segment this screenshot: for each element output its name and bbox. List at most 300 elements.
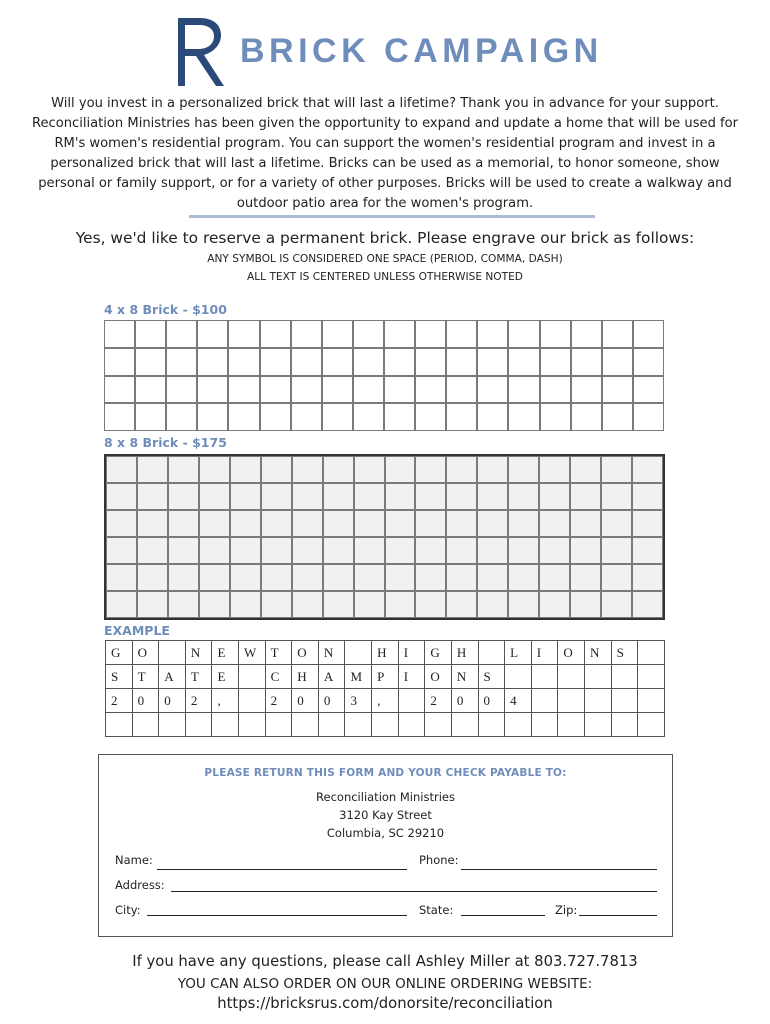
- brick-character-box[interactable]: [261, 510, 292, 537]
- brick-character-box[interactable]: [446, 376, 477, 404]
- example-character-box: [584, 689, 611, 713]
- brick-character-box[interactable]: [446, 403, 477, 431]
- brick-character-box[interactable]: [260, 376, 291, 404]
- brick-character-box[interactable]: [601, 456, 632, 483]
- example-character-box: [638, 665, 665, 689]
- brick-character-box[interactable]: [477, 483, 508, 510]
- example-character-box: T: [132, 665, 159, 689]
- zip-field[interactable]: [579, 915, 657, 916]
- brick-character-box[interactable]: [477, 564, 508, 591]
- brick-character-box[interactable]: [292, 510, 323, 537]
- example-character-box: 3: [345, 689, 372, 713]
- brick-character-box[interactable]: [260, 348, 291, 376]
- brick-character-box[interactable]: [230, 564, 261, 591]
- example-character-box: [478, 641, 505, 665]
- brick-character-box[interactable]: [135, 376, 166, 404]
- brick-character-box[interactable]: [166, 376, 197, 404]
- brick-character-box[interactable]: [261, 537, 292, 564]
- brick-character-box[interactable]: [354, 456, 385, 483]
- brick-character-box[interactable]: [477, 510, 508, 537]
- brick-character-box[interactable]: [508, 537, 539, 564]
- brick-4x8-grid: [104, 320, 664, 431]
- brick-character-box[interactable]: [322, 320, 353, 348]
- brick-character-box[interactable]: [540, 376, 571, 404]
- brick-character-box[interactable]: [632, 564, 663, 591]
- brick-character-box[interactable]: [197, 403, 228, 431]
- example-character-box: H: [451, 641, 478, 665]
- example-character-box: S: [106, 665, 133, 689]
- example-character-box: H: [292, 665, 319, 689]
- brick-character-box[interactable]: [354, 483, 385, 510]
- online-order-line: YOU CAN ALSO ORDER ON OUR ONLINE ORDERING WEBSITE:: [177, 976, 593, 992]
- brick-character-box[interactable]: [540, 348, 571, 376]
- brick-character-box[interactable]: [199, 537, 230, 564]
- intro-paragraph: [8, 94, 762, 214]
- brick-character-box[interactable]: [137, 591, 168, 618]
- brick-character-box[interactable]: [261, 456, 292, 483]
- brick-character-box[interactable]: [166, 348, 197, 376]
- brick-character-box[interactable]: [384, 376, 415, 404]
- brick-character-box[interactable]: [508, 348, 539, 376]
- intro-line: Will you invest in a personalized brick that will last a lifetime? Thank you in advance for your support.: [51, 96, 719, 111]
- brick-character-box[interactable]: [106, 456, 137, 483]
- example-character-box: A: [318, 665, 345, 689]
- example-character-box: 0: [451, 689, 478, 713]
- example-character-box: I: [398, 641, 425, 665]
- brick-character-box[interactable]: [260, 320, 291, 348]
- example-character-box: C: [265, 665, 292, 689]
- brick-character-box[interactable]: [570, 483, 601, 510]
- example-character-box: [478, 713, 505, 737]
- brick-character-box[interactable]: [135, 403, 166, 431]
- brick-character-box[interactable]: [168, 564, 199, 591]
- brick-character-box[interactable]: [292, 483, 323, 510]
- brick-character-box[interactable]: [602, 403, 633, 431]
- brick-character-box[interactable]: [477, 348, 508, 376]
- brick-character-box[interactable]: [570, 564, 601, 591]
- brick-character-box[interactable]: [199, 483, 230, 510]
- brick-character-box[interactable]: [137, 537, 168, 564]
- example-character-box: [584, 665, 611, 689]
- brick-character-box[interactable]: [135, 348, 166, 376]
- example-character-box: L: [505, 641, 532, 665]
- example-character-box: E: [212, 665, 239, 689]
- example-character-box: N: [451, 665, 478, 689]
- symbol-note: ANY SYMBOL IS CONSIDERED ONE SPACE (PERIOD, COMMA, DASH): [207, 253, 563, 265]
- example-character-box: [345, 641, 372, 665]
- example-character-box: [318, 713, 345, 737]
- brick-character-box[interactable]: [106, 564, 137, 591]
- brick-character-box[interactable]: [106, 510, 137, 537]
- brick-character-box[interactable]: [601, 483, 632, 510]
- brick-character-box[interactable]: [353, 320, 384, 348]
- example-character-box: N: [318, 641, 345, 665]
- brick-character-box[interactable]: [601, 537, 632, 564]
- brick-character-box[interactable]: [230, 537, 261, 564]
- brick-character-box[interactable]: [199, 456, 230, 483]
- example-character-box: T: [265, 641, 292, 665]
- example-row: [106, 713, 665, 737]
- example-character-box: [558, 713, 585, 737]
- brick-character-box[interactable]: [633, 403, 664, 431]
- intro-line: RM's women's residential program. You can support the women's residential program and invest in a: [54, 136, 716, 151]
- brick-character-box[interactable]: [602, 320, 633, 348]
- zip-label: Zip:: [555, 903, 578, 917]
- brick-character-box[interactable]: [137, 456, 168, 483]
- brick-character-box[interactable]: [446, 510, 477, 537]
- brick-character-box[interactable]: [508, 456, 539, 483]
- brick-character-box[interactable]: [353, 348, 384, 376]
- brick-character-box[interactable]: [354, 537, 385, 564]
- brick-character-box[interactable]: [322, 403, 353, 431]
- brick-character-box[interactable]: [230, 510, 261, 537]
- example-character-box: G: [106, 641, 133, 665]
- state-field[interactable]: [461, 915, 545, 916]
- brick-8x8-label: 8 x 8 Brick - $175: [104, 435, 227, 450]
- centered-note: ALL TEXT IS CENTERED UNLESS OTHERWISE NOTED: [247, 271, 523, 283]
- brick-character-box[interactable]: [354, 510, 385, 537]
- brick-character-box[interactable]: [539, 483, 570, 510]
- example-character-box: [159, 713, 186, 737]
- brick-character-box[interactable]: [106, 483, 137, 510]
- brick-character-box[interactable]: [104, 376, 135, 404]
- example-character-box: [584, 713, 611, 737]
- brick-character-box[interactable]: [230, 456, 261, 483]
- brick-character-box[interactable]: [230, 591, 261, 618]
- example-character-box: 2: [265, 689, 292, 713]
- brick-character-box[interactable]: [633, 320, 664, 348]
- brick-character-box[interactable]: [292, 456, 323, 483]
- brick-character-box[interactable]: [633, 348, 664, 376]
- brick-character-box[interactable]: [571, 348, 602, 376]
- example-character-box: 0: [132, 689, 159, 713]
- brick-character-box[interactable]: [104, 320, 135, 348]
- example-character-box: W: [239, 641, 266, 665]
- brick-character-box[interactable]: [632, 483, 663, 510]
- example-character-box: 0: [159, 689, 186, 713]
- example-character-box: I: [531, 641, 558, 665]
- brick-character-box[interactable]: [385, 591, 416, 618]
- brick-character-box[interactable]: [137, 483, 168, 510]
- brick-character-box[interactable]: [168, 537, 199, 564]
- brick-character-box[interactable]: [601, 564, 632, 591]
- example-character-box: [558, 665, 585, 689]
- brick-character-box[interactable]: [385, 456, 416, 483]
- example-character-box: I: [398, 665, 425, 689]
- brick-character-box[interactable]: [292, 591, 323, 618]
- brick-character-box[interactable]: [385, 564, 416, 591]
- brick-character-box[interactable]: [291, 376, 322, 404]
- example-character-box: [185, 713, 212, 737]
- example-character-box: M: [345, 665, 372, 689]
- brick-character-box[interactable]: [197, 376, 228, 404]
- brick-character-box[interactable]: [354, 591, 385, 618]
- example-character-box: [638, 641, 665, 665]
- brick-character-box[interactable]: [632, 537, 663, 564]
- brick-character-box[interactable]: [137, 510, 168, 537]
- brick-character-box[interactable]: [602, 376, 633, 404]
- brick-character-box[interactable]: [633, 376, 664, 404]
- brick-character-box[interactable]: [261, 591, 292, 618]
- brick-character-box[interactable]: [384, 320, 415, 348]
- brick-character-box[interactable]: [260, 403, 291, 431]
- brick-character-box[interactable]: [322, 376, 353, 404]
- brick-character-box[interactable]: [477, 591, 508, 618]
- example-character-box: N: [185, 641, 212, 665]
- phone-label: Phone:: [419, 853, 459, 867]
- divider: [189, 215, 595, 218]
- brick-character-box[interactable]: [384, 403, 415, 431]
- example-character-box: [531, 713, 558, 737]
- brick-character-box[interactable]: [385, 537, 416, 564]
- example-character-box: G: [425, 641, 452, 665]
- intro-line: personalized brick that will last a lifetime. Bricks can be used as a memorial, to honor someone, show: [50, 156, 720, 171]
- reserve-heading: Yes, we'd like to reserve a permanent brick. Please engrave our brick as follows:: [75, 229, 695, 247]
- brick-character-box[interactable]: [508, 403, 539, 431]
- example-character-box: [159, 641, 186, 665]
- brick-character-box[interactable]: [508, 483, 539, 510]
- brick-character-box[interactable]: [508, 564, 539, 591]
- brick-character-box[interactable]: [385, 483, 416, 510]
- brick-character-box[interactable]: [323, 510, 354, 537]
- brick-character-box[interactable]: [292, 564, 323, 591]
- example-grid: [105, 640, 665, 737]
- brick-character-box[interactable]: [539, 510, 570, 537]
- brick-character-box[interactable]: [632, 591, 663, 618]
- brick-4x8-label: 4 x 8 Brick - $100: [104, 302, 227, 317]
- example-character-box: [239, 713, 266, 737]
- brick-character-box[interactable]: [168, 456, 199, 483]
- brick-character-box[interactable]: [415, 403, 446, 431]
- brick-character-box[interactable]: [135, 320, 166, 348]
- state-label: State:: [419, 903, 454, 917]
- org-name: Reconciliation Ministries: [316, 790, 455, 804]
- brick-8x8-grid: [104, 454, 665, 620]
- example-character-box: 0: [318, 689, 345, 713]
- example-character-box: [398, 689, 425, 713]
- city-label: City:: [115, 903, 141, 917]
- brick-character-box[interactable]: [168, 510, 199, 537]
- brick-character-box[interactable]: [539, 564, 570, 591]
- example-character-box: [239, 689, 266, 713]
- example-character-box: 2: [185, 689, 212, 713]
- brick-character-box[interactable]: [570, 456, 601, 483]
- example-character-box: O: [132, 641, 159, 665]
- example-character-box: O: [558, 641, 585, 665]
- brick-character-box[interactable]: [291, 320, 322, 348]
- intro-line: outdoor patio area for the women's program.: [236, 196, 534, 211]
- brick-character-box[interactable]: [632, 456, 663, 483]
- example-character-box: [372, 713, 399, 737]
- street-address: 3120 Kay Street: [339, 808, 432, 822]
- example-character-box: N: [584, 641, 611, 665]
- brick-character-box[interactable]: [446, 456, 477, 483]
- example-character-box: [345, 713, 372, 737]
- brick-character-box[interactable]: [353, 376, 384, 404]
- example-character-box: H: [372, 641, 399, 665]
- brick-character-box[interactable]: [104, 348, 135, 376]
- brick-character-box[interactable]: [539, 456, 570, 483]
- brick-character-box[interactable]: [323, 456, 354, 483]
- example-character-box: [398, 713, 425, 737]
- brick-character-box[interactable]: [571, 320, 602, 348]
- brick-character-box[interactable]: [228, 348, 259, 376]
- example-row: [106, 665, 665, 689]
- brick-character-box[interactable]: [602, 348, 633, 376]
- example-character-box: S: [478, 665, 505, 689]
- name-field[interactable]: [157, 869, 407, 870]
- brick-character-box[interactable]: [571, 403, 602, 431]
- city-field[interactable]: [147, 915, 407, 916]
- brick-character-box[interactable]: [508, 376, 539, 404]
- brick-character-box[interactable]: [199, 564, 230, 591]
- return-form: [98, 754, 673, 937]
- brick-character-box[interactable]: [230, 483, 261, 510]
- brick-character-box[interactable]: [322, 348, 353, 376]
- brick-character-box[interactable]: [166, 320, 197, 348]
- example-character-box: [132, 713, 159, 737]
- brick-character-box[interactable]: [137, 564, 168, 591]
- brick-character-box[interactable]: [291, 403, 322, 431]
- brick-character-box[interactable]: [354, 564, 385, 591]
- brick-character-box[interactable]: [477, 320, 508, 348]
- brick-character-box[interactable]: [415, 537, 446, 564]
- brick-character-box[interactable]: [323, 483, 354, 510]
- example-character-box: [638, 689, 665, 713]
- example-character-box: ,: [372, 689, 399, 713]
- order-url-link[interactable]: https://bricksrus.com/donorsite/reconciliation: [217, 995, 553, 1012]
- brick-character-box[interactable]: [477, 456, 508, 483]
- phone-field[interactable]: [461, 869, 657, 870]
- brick-character-box[interactable]: [446, 483, 477, 510]
- brick-character-box[interactable]: [197, 320, 228, 348]
- brick-character-box[interactable]: [415, 320, 446, 348]
- example-character-box: T: [185, 665, 212, 689]
- city-state-zip: Columbia, SC 29210: [326, 826, 445, 840]
- name-label: Name:: [115, 853, 153, 867]
- example-character-box: [505, 665, 532, 689]
- brick-character-box[interactable]: [415, 376, 446, 404]
- brick-character-box[interactable]: [477, 376, 508, 404]
- brick-character-box[interactable]: [168, 591, 199, 618]
- form-heading: PLEASE RETURN THIS FORM AND YOUR CHECK PAYABLE TO:: [204, 767, 567, 779]
- intro-line: personal or family support, or for a variety of other purposes. Bricks will be used to create a walkway and: [38, 176, 732, 191]
- questions-line: If you have any questions, please call Ashley Miller at 803.727.7813: [132, 953, 638, 970]
- example-character-box: [505, 713, 532, 737]
- example-character-box: 0: [292, 689, 319, 713]
- brick-character-box[interactable]: [415, 456, 446, 483]
- example-character-box: [611, 689, 638, 713]
- example-character-box: E: [212, 641, 239, 665]
- brick-character-box[interactable]: [477, 403, 508, 431]
- example-character-box: 0: [478, 689, 505, 713]
- brick-character-box[interactable]: [601, 510, 632, 537]
- brick-character-box[interactable]: [415, 483, 446, 510]
- brick-character-box[interactable]: [385, 510, 416, 537]
- brick-character-box[interactable]: [415, 564, 446, 591]
- brick-character-box[interactable]: [166, 403, 197, 431]
- brick-character-box[interactable]: [508, 510, 539, 537]
- page-title: BRICK CAMPAIGN: [240, 32, 603, 70]
- example-character-box: 4: [505, 689, 532, 713]
- brick-character-box[interactable]: [477, 537, 508, 564]
- brick-character-box[interactable]: [323, 564, 354, 591]
- brick-character-box[interactable]: [570, 537, 601, 564]
- example-character-box: [531, 665, 558, 689]
- address-field[interactable]: [171, 891, 657, 892]
- brick-character-box[interactable]: [261, 483, 292, 510]
- example-character-box: [558, 689, 585, 713]
- brick-character-box[interactable]: [199, 591, 230, 618]
- brick-character-box[interactable]: [571, 376, 602, 404]
- address-label: Address:: [115, 878, 165, 892]
- brick-character-box[interactable]: [508, 591, 539, 618]
- brick-character-box[interactable]: [446, 591, 477, 618]
- brick-character-box[interactable]: [261, 564, 292, 591]
- brick-character-box[interactable]: [508, 320, 539, 348]
- brick-character-box[interactable]: [539, 591, 570, 618]
- example-character-box: O: [425, 665, 452, 689]
- brick-character-box[interactable]: [323, 537, 354, 564]
- brick-character-box[interactable]: [106, 537, 137, 564]
- example-character-box: [425, 713, 452, 737]
- brick-character-box[interactable]: [415, 591, 446, 618]
- brick-character-box[interactable]: [415, 510, 446, 537]
- example-character-box: S: [611, 641, 638, 665]
- brick-character-box[interactable]: [540, 320, 571, 348]
- brick-character-box[interactable]: [168, 483, 199, 510]
- example-row: [106, 641, 665, 665]
- brick-character-box[interactable]: [446, 348, 477, 376]
- brick-character-box[interactable]: [446, 320, 477, 348]
- brick-character-box[interactable]: [292, 537, 323, 564]
- example-character-box: [451, 713, 478, 737]
- brick-character-box[interactable]: [415, 348, 446, 376]
- brick-character-box[interactable]: [106, 591, 137, 618]
- brick-character-box[interactable]: [197, 348, 228, 376]
- example-character-box: P: [372, 665, 399, 689]
- brick-character-box[interactable]: [104, 403, 135, 431]
- brick-character-box[interactable]: [228, 376, 259, 404]
- brick-character-box[interactable]: [353, 403, 384, 431]
- example-character-box: [611, 713, 638, 737]
- brick-character-box[interactable]: [446, 537, 477, 564]
- brick-character-box[interactable]: [540, 403, 571, 431]
- brick-character-box[interactable]: [384, 348, 415, 376]
- brick-character-box[interactable]: [446, 564, 477, 591]
- example-character-box: ,: [212, 689, 239, 713]
- brick-character-box[interactable]: [228, 403, 259, 431]
- example-character-box: [265, 713, 292, 737]
- example-character-box: [212, 713, 239, 737]
- brick-character-box[interactable]: [601, 591, 632, 618]
- example-character-box: [611, 665, 638, 689]
- brick-character-box[interactable]: [199, 510, 230, 537]
- example-character-box: [638, 713, 665, 737]
- example-character-box: O: [292, 641, 319, 665]
- brick-character-box[interactable]: [291, 348, 322, 376]
- brick-character-box[interactable]: [228, 320, 259, 348]
- brick-character-box[interactable]: [570, 591, 601, 618]
- brick-character-box[interactable]: [632, 510, 663, 537]
- brick-character-box[interactable]: [323, 591, 354, 618]
- brick-character-box[interactable]: [570, 510, 601, 537]
- brick-character-box[interactable]: [539, 537, 570, 564]
- example-row: [106, 689, 665, 713]
- example-character-box: [292, 713, 319, 737]
- example-character-box: 2: [425, 689, 452, 713]
- example-label: EXAMPLE: [104, 623, 170, 638]
